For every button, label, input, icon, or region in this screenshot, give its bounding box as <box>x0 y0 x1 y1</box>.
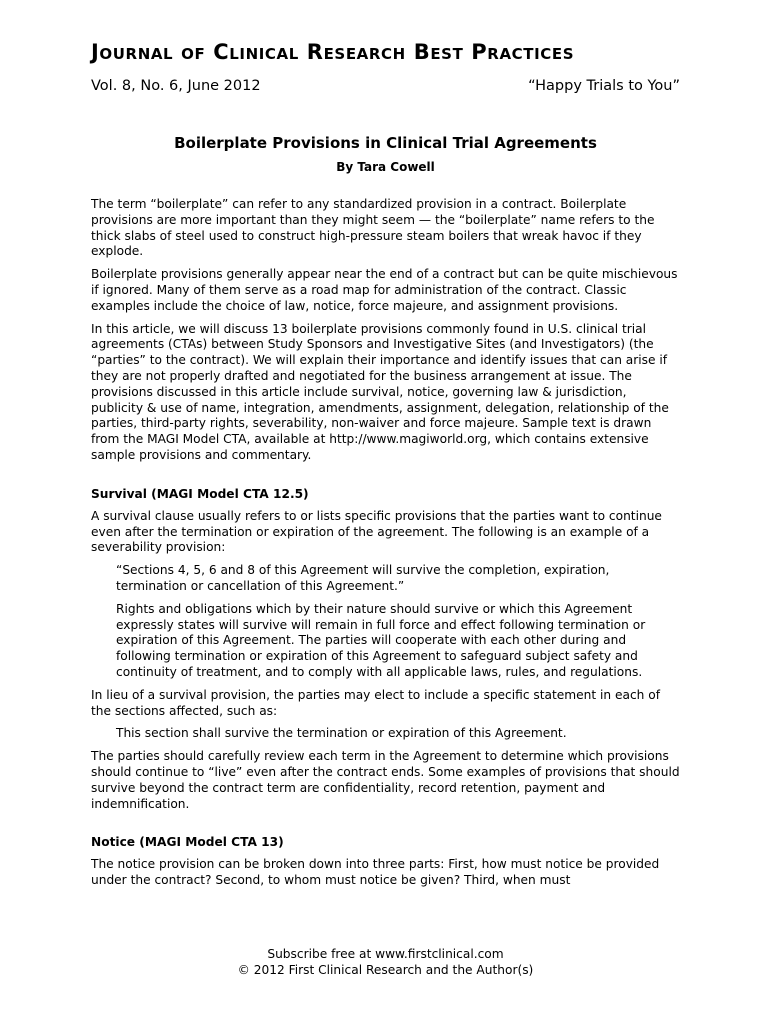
sample-provision-quote: Rights and obligations which by their nature should survive or which this Agreement expressly states will survive will remain in full force and effect following termination or expiration of this Agreement. The parties will cooperate with each other during and following termination or expiration of this Agreement to safeguard subject safety and continuity of treatment, and to comply with all applicable laws, rules, and regulations. <box>116 601 646 679</box>
issue-info: Vol. 8, No. 6, June 2012 <box>91 78 261 94</box>
page-footer <box>91 946 680 978</box>
notice-paragraph: The notice provision can be broken down into three parts: First, how must notice be provided under the contract? Second, to whom must notice be given? Third, when must <box>91 857 660 888</box>
copyright-notice: © 2012 First Clinical Research and the Author(s) <box>237 963 534 977</box>
subscribe-link[interactable]: Subscribe free at www.firstclinical.com <box>267 947 504 961</box>
intro-paragraph: Boilerplate provisions generally appear near the end of a contract but can be quite mischievous if ignored. Many of them serve as a road map for administration of the contract. Classic examples include the choice of law, notice, force majeure, and assignment provisions. <box>91 267 678 313</box>
section-heading-survival: Survival (MAGI Model CTA 12.5) <box>91 486 309 501</box>
article-body <box>91 197 681 896</box>
journal-tagline: “Happy Trials to You” <box>528 78 680 94</box>
section-heading-notice: Notice (MAGI Model CTA 13) <box>91 835 284 850</box>
survival-paragraph: In lieu of a survival provision, the parties may elect to include a specific statement in each of the sections affected, such as: <box>91 687 661 718</box>
article-title: Boilerplate Provisions in Clinical Trial Agreements <box>174 134 597 152</box>
journal-title: Journal of Clinical Research Best Practices <box>91 40 575 64</box>
intro-paragraph: The term “boilerplate” can refer to any standardized provision in a contract. Boilerplate provisions are more important than they might seem — the “boilerplate” name refers to the thick slabs of steel used to construct high-pressure steam boilers that wreak havoc if they explode. <box>91 197 655 259</box>
survival-paragraph: The parties should carefully review each term in the Agreement to determine which provisions should continue to “live” even after the contract ends. Some examples of provisions that should survive beyond the contract term are confidentiality, record retention, payment and indemnification. <box>91 749 680 811</box>
sample-provision-quote: This section shall survive the termination or expiration of this Agreement. <box>116 726 567 741</box>
article-byline: By Tara Cowell <box>336 160 435 174</box>
survival-paragraph: A survival clause usually refers to or lists specific provisions that the parties want to continue even after the termination or expiration of the agreement. The following is an example of a severability provision: <box>91 508 662 555</box>
intro-paragraph: In this article, we will discuss 13 boilerplate provisions commonly found in U.S. clinical trial agreements (CTAs) between Study Sponsors and Investigative Sites (and Investigators) (the “parties” to the contract). We will explain their importance and identify issues that can arise if they are not properly drafted and negotiated for the business arrangement at issue. The provisions discussed in this article include survival, notice, governing law & jurisdiction, publicity & use of name, integration, amendments, assignment, delegation, relationship of the parties, third-party rights, severability, non-waiver and force majeure. Sample text is drawn from the MAGI Model CTA, available at http://www.magiworld.org, which contains extensive sample provisions and commentary. <box>91 321 669 462</box>
sample-provision-quote: “Sections 4, 5, 6 and 8 of this Agreement will survive the completion, expiration, termination or cancellation of this Agreement.” <box>116 563 610 593</box>
